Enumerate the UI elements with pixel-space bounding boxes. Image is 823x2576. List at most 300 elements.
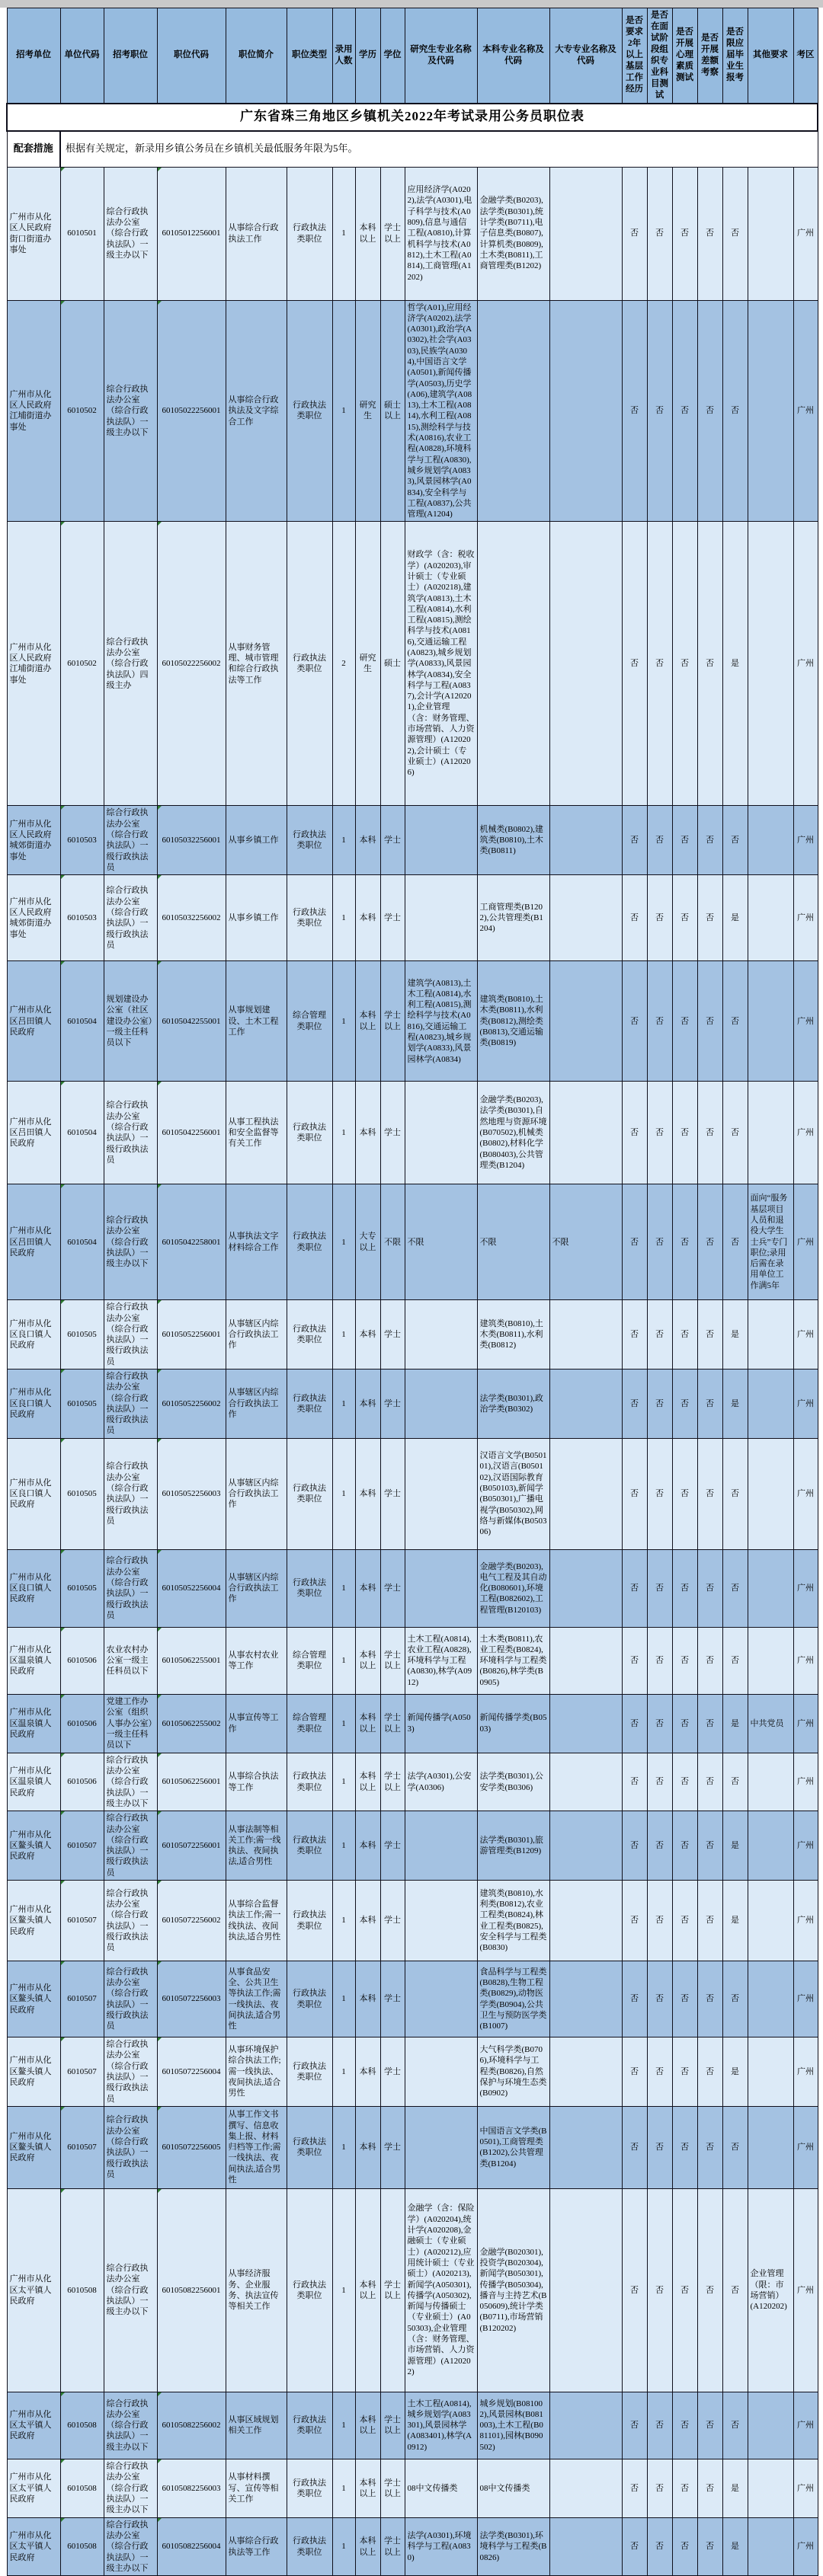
cell-type: 行政执法类职位: [287, 1300, 332, 1369]
cell-unit_code: 6010508: [60, 2459, 104, 2517]
cell-base_exp: 否: [622, 522, 647, 806]
cell-count: 1: [332, 2037, 355, 2107]
cell-diff_inspect: 否: [697, 167, 722, 300]
cell-prof_test: 否: [647, 1961, 672, 2037]
cell-other: [748, 1811, 793, 1881]
cell-position: 综合行政执法办公室（综合行政执法队）一级行政执法员: [104, 2037, 157, 2107]
cell-base_exp: 否: [622, 167, 647, 300]
cell-ug_majors: 金融学类(B0203),法学类(B0301),统计学类(B0711),电子信息类(B0807),计算机类(B0809),土木类(B0811),工商管理类(B1202): [477, 167, 549, 300]
cell-count: 1: [332, 2188, 355, 2392]
cell-base_exp: 否: [622, 1438, 647, 1549]
cell-ug_majors: 建筑类(B0810),水利类(B0812),农业工程类(B0824),林业工程类(B0825),安全科学与工程类(B0830): [477, 1881, 549, 1961]
cell-ug_majors: 汉语言文学(B050101),汉语言(B050102),汉语国际教育(B050103),新闻学(B050301),广播电视学(B050302),网络与新媒体(B050306): [477, 1438, 549, 1549]
cell-type: 行政执法类职位: [287, 2517, 332, 2575]
cell-grad_majors: [405, 1438, 477, 1549]
cell-unit: 广州市从化区人民政府江埔街道办事处: [7, 300, 60, 522]
cell-type: 行政执法类职位: [287, 1811, 332, 1881]
table-row: [7, 2517, 818, 2575]
cell-duty: 从事环境保护综合执法工作;需一线执法、夜间执法,适合男性: [226, 2037, 287, 2107]
cell-region: 广州: [793, 1300, 818, 1369]
cell-degree: 学士以上: [380, 1694, 405, 1753]
cell-position_code: 60105082256002: [157, 2392, 226, 2459]
cell-prof_test: 否: [647, 1082, 672, 1184]
col-header-type: 职位类型: [287, 8, 332, 104]
cell-other: [748, 522, 793, 806]
cell-ug_majors: 法学类(B0301),旅游管理类(B1209): [477, 1811, 549, 1881]
cell-grad_majors: [405, 806, 477, 875]
table-row: [7, 1082, 818, 1184]
cell-position: 综合行政执法办公室（综合行政执法队）一级行政执法员: [104, 1549, 157, 1627]
cell-prof_test: 否: [647, 1438, 672, 1549]
cell-grad_majors: [405, 1082, 477, 1184]
col-header-base_exp: 是否要求2年以上基层工作经历: [622, 8, 647, 104]
cell-position: 综合行政执法办公室（综合行政执法队）一级主办以下: [104, 300, 157, 522]
cell-degree: 学士: [380, 806, 405, 875]
cell-region: 广州: [793, 2459, 818, 2517]
cell-grad_majors: 不限: [405, 1184, 477, 1300]
cell-base_exp: 否: [622, 300, 647, 522]
cell-psych_test: 否: [672, 2459, 697, 2517]
cell-duty: 从事综合行政执法及文字综合工作: [226, 300, 287, 522]
cell-position_code: 60105082256003: [157, 2459, 226, 2517]
cell-ug_majors: 金融学(B020301),投资学(B020304),新闻学(B050301),传播学(B050304),播音与主持艺术(B050609),统计学类(B0711),市场营销(B120202): [477, 2188, 549, 2392]
cell-type: 行政执法类职位: [287, 875, 332, 961]
col-header-region: 考区: [793, 8, 818, 104]
cell-prof_test: 否: [647, 1881, 672, 1961]
cell-psych_test: 否: [672, 2106, 697, 2188]
cell-position_code: 60105052256002: [157, 1369, 226, 1439]
table-row: [7, 2459, 818, 2517]
cell-diff_inspect: 否: [697, 875, 722, 961]
cell-degree: 学士: [380, 1549, 405, 1627]
col-header-position_code: 职位代码: [157, 8, 226, 104]
cell-degree: 学士: [380, 1811, 405, 1881]
cell-college_majors: [549, 1961, 622, 2037]
cell-education: 本科以上: [355, 961, 380, 1082]
cell-count: 1: [332, 1627, 355, 1694]
cell-type: 行政执法类职位: [287, 1438, 332, 1549]
cell-grad_majors: 建筑学(A0813),土木工程(A0814),水利工程(A0815),测绘科学与技术(A0816),交通运输工程(A0823),城乡规划学(A0833),风景园林学(A0834): [405, 961, 477, 1082]
cell-prof_test: 否: [647, 167, 672, 300]
cell-ug_majors: 金融学类(B0203),法学类(B0301),自然地理与资源环境(B070502),机械类(B0802),材料化学(B080403),公共管理类(B1204): [477, 1082, 549, 1184]
cell-ug_majors: 土木类(B0811),农业工程类(B0824),环境科学与工程类(B0826),林学类(B0905): [477, 1627, 549, 1694]
cell-ug_majors: 工商管理类(B1202),公共管理类(B1204): [477, 875, 549, 961]
cell-ug_majors: 建筑类(B0810),土木类(B0811),水利类(B0812),测绘类(B0813),交通运输类(B0819): [477, 961, 549, 1082]
cell-region: 广州: [793, 1811, 818, 1881]
cell-grad_majors: 土木工程(A0814),农业工程(A0828),环境科学与工程(A0830),林学(A0912): [405, 1627, 477, 1694]
cell-type: 综合管理类职位: [287, 1627, 332, 1694]
cell-grad_majors: 财政学（含：税收学）(A020203),审计硕士（专业硕士）(A020218),建筑学(A0813),土木工程(A0814),水利工程(A0815),测绘科学与技术(A0816),交通运输工程(A0823),城乡规划学(A0833),风景园林学(A0834),安全科学与工程(A0837),会计学(A120201),企业管理（含：财务管理、市场营销、人力资源管理）(A120202),会计硕士（专业硕士）(A120206): [405, 522, 477, 806]
cell-position: 综合行政执法办公室（综合行政执法队）一级行政执法员: [104, 875, 157, 961]
cell-psych_test: 否: [672, 961, 697, 1082]
cell-diff_inspect: 否: [697, 1082, 722, 1184]
cell-type: 综合管理类职位: [287, 1694, 332, 1753]
cell-position_code: 60105062256001: [157, 1753, 226, 1811]
cell-position_code: 60105072256003: [157, 1961, 226, 2037]
cell-prof_test: 否: [647, 1369, 672, 1439]
cell-degree: 学士: [380, 2106, 405, 2188]
cell-prof_test: 否: [647, 1549, 672, 1627]
cell-region: 广州: [793, 1438, 818, 1549]
cell-unit_code: 6010501: [60, 167, 104, 300]
cell-unit: 广州市从化区吕田镇人民政府: [7, 1082, 60, 1184]
cell-fresh_only: 否: [722, 2106, 748, 2188]
cell-unit_code: 6010504: [60, 961, 104, 1082]
cell-psych_test: 否: [672, 300, 697, 522]
cell-fresh_only: 是: [722, 2459, 748, 2517]
cell-fresh_only: 否: [722, 1082, 748, 1184]
cell-diff_inspect: 否: [697, 1627, 722, 1694]
cell-prof_test: 否: [647, 1184, 672, 1300]
cell-count: 1: [332, 1694, 355, 1753]
cell-ug_majors: 建筑类(B0810),土木类(B0811),水利类(B0812): [477, 1300, 549, 1369]
cell-type: 行政执法类职位: [287, 2459, 332, 2517]
cell-diff_inspect: 否: [697, 2392, 722, 2459]
cell-degree: 学士以上: [380, 2392, 405, 2459]
cell-fresh_only: 是: [722, 2517, 748, 2575]
cell-position: 综合行政执法办公室（综合行政执法队）一级行政执法员: [104, 1961, 157, 2037]
cell-duty: 从事辖区内综合行政执法工作: [226, 1549, 287, 1627]
cell-type: 行政执法类职位: [287, 1961, 332, 2037]
header-row: [7, 8, 818, 104]
cell-prof_test: 否: [647, 1694, 672, 1753]
table-row: [7, 2392, 818, 2459]
cell-grad_majors: [405, 1369, 477, 1439]
cell-psych_test: 否: [672, 2188, 697, 2392]
cell-grad_majors: [405, 1549, 477, 1627]
cell-base_exp: 否: [622, 806, 647, 875]
cell-fresh_only: 否: [722, 2392, 748, 2459]
cell-position: 综合行政执法办公室（综合行政执法队）一级主办以下: [104, 2188, 157, 2392]
cell-education: 本科以上: [355, 2188, 380, 2392]
cell-position_code: 60105072256002: [157, 1881, 226, 1961]
cell-ug_majors: 法学类(B0301),政治学类(B0302): [477, 1369, 549, 1439]
cell-unit: 广州市从化区人民政府江埔街道办事处: [7, 522, 60, 806]
cell-position: 综合行政执法办公室（综合行政执法队）一级主办以下: [104, 1184, 157, 1300]
cell-other: [748, 1300, 793, 1369]
table-row: [7, 1811, 818, 1881]
table-body: [7, 167, 818, 2576]
cell-fresh_only: 否: [722, 1961, 748, 2037]
cell-unit: 广州市从化区人民政府城郊街道办事处: [7, 875, 60, 961]
measures-text: 根据有关规定，新录用乡镇公务员在乡镇机关最低服务年限为5年。: [60, 131, 818, 168]
col-header-other: 其他要求: [748, 8, 793, 104]
cell-prof_test: 否: [647, 1300, 672, 1369]
table-row: [7, 167, 818, 300]
cell-psych_test: 否: [672, 1694, 697, 1753]
cell-unit_code: 6010507: [60, 1811, 104, 1881]
cell-unit_code: 6010505: [60, 1549, 104, 1627]
cell-unit: 广州市从化区温泉镇人民政府: [7, 1694, 60, 1753]
col-header-position: 招考职位: [104, 8, 157, 104]
cell-fresh_only: 是: [722, 875, 748, 961]
cell-duty: 从事执法文字材料综合工作: [226, 1184, 287, 1300]
cell-degree: 学士以上: [380, 2188, 405, 2392]
cell-duty: 从事综合行政执法等工作: [226, 2517, 287, 2575]
cell-unit: 广州市从化区温泉镇人民政府: [7, 1753, 60, 1811]
cell-type: 行政执法类职位: [287, 1753, 332, 1811]
cell-degree: 学士以上: [380, 961, 405, 1082]
cell-prof_test: 否: [647, 2037, 672, 2107]
cell-other: [748, 2459, 793, 2517]
cell-other: [748, 300, 793, 522]
cell-psych_test: 否: [672, 1369, 697, 1439]
cell-position: 综合行政执法办公室（综合行政执法队）四级主办: [104, 522, 157, 806]
cell-other: [748, 2517, 793, 2575]
cell-position_code: 60105012256001: [157, 167, 226, 300]
cell-college_majors: [549, 1082, 622, 1184]
cell-prof_test: 否: [647, 2459, 672, 2517]
cell-other: [748, 2037, 793, 2107]
cell-position_code: 60105032256002: [157, 875, 226, 961]
cell-prof_test: 否: [647, 875, 672, 961]
cell-psych_test: 否: [672, 1627, 697, 1694]
col-header-prof_test: 是否在面试阶段组织专业科目测试: [647, 8, 672, 104]
cell-psych_test: 否: [672, 1811, 697, 1881]
cell-education: 本科以上: [355, 167, 380, 300]
cell-duty: 从事农村农业等工作: [226, 1627, 287, 1694]
cell-unit: 广州市从化区鳌头镇人民政府: [7, 2037, 60, 2107]
cell-psych_test: 否: [672, 1082, 697, 1184]
cell-unit_code: 6010504: [60, 1184, 104, 1300]
cell-college_majors: [549, 1627, 622, 1694]
cell-other: [748, 875, 793, 961]
cell-other: [748, 167, 793, 300]
cell-college_majors: [549, 1549, 622, 1627]
cell-duty: 从事综合执法等工作: [226, 1753, 287, 1811]
cell-fresh_only: 是: [722, 1694, 748, 1753]
cell-prof_test: 否: [647, 806, 672, 875]
cell-psych_test: 否: [672, 2392, 697, 2459]
cell-education: 本科: [355, 2037, 380, 2107]
title-row: [7, 104, 818, 131]
cell-unit_code: 6010507: [60, 2106, 104, 2188]
position-table: [6, 8, 818, 2576]
cell-diff_inspect: 否: [697, 1811, 722, 1881]
cell-type: 行政执法类职位: [287, 300, 332, 522]
cell-psych_test: 否: [672, 1184, 697, 1300]
cell-ug_majors: [477, 522, 549, 806]
cell-college_majors: [549, 2459, 622, 2517]
cell-region: 广州: [793, 1694, 818, 1753]
cell-diff_inspect: 否: [697, 2106, 722, 2188]
cell-psych_test: 否: [672, 875, 697, 961]
cell-college_majors: [549, 1753, 622, 1811]
cell-psych_test: 否: [672, 1881, 697, 1961]
cell-degree: 学士: [380, 875, 405, 961]
cell-base_exp: 否: [622, 1300, 647, 1369]
cell-other: [748, 1627, 793, 1694]
table-row: [7, 1184, 818, 1300]
cell-diff_inspect: 否: [697, 961, 722, 1082]
cell-ug_majors: 08中文传播类: [477, 2459, 549, 2517]
cell-prof_test: 否: [647, 522, 672, 806]
table-row: [7, 1753, 818, 1811]
cell-diff_inspect: 否: [697, 522, 722, 806]
cell-ug_majors: 不限: [477, 1184, 549, 1300]
cell-unit_code: 6010506: [60, 1694, 104, 1753]
cell-position_code: 60105062255001: [157, 1627, 226, 1694]
cell-diff_inspect: 否: [697, 1753, 722, 1811]
cell-unit_code: 6010507: [60, 2037, 104, 2107]
cell-position: 综合行政执法办公室（综合行政执法队）一级行政执法员: [104, 806, 157, 875]
cell-region: 广州: [793, 1369, 818, 1439]
cell-diff_inspect: 否: [697, 1184, 722, 1300]
cell-ug_majors: 城乡规划(B081002),风景园林(B081003),土木工程(B081101),园林(B090502): [477, 2392, 549, 2459]
cell-fresh_only: 否: [722, 1184, 748, 1300]
cell-base_exp: 否: [622, 1627, 647, 1694]
cell-region: 广州: [793, 1627, 818, 1694]
cell-position_code: 60105052256001: [157, 1300, 226, 1369]
cell-type: 行政执法类职位: [287, 2037, 332, 2107]
cell-degree: 学士: [380, 1961, 405, 2037]
cell-grad_majors: 法学(A0301),公安学(A0306): [405, 1753, 477, 1811]
table-row: [7, 1549, 818, 1627]
cell-unit: 广州市从化区良口镇人民政府: [7, 1438, 60, 1549]
cell-base_exp: 否: [622, 2106, 647, 2188]
cell-prof_test: 否: [647, 1811, 672, 1881]
cell-diff_inspect: 否: [697, 1549, 722, 1627]
cell-psych_test: 否: [672, 806, 697, 875]
cell-position_code: 60105042256001: [157, 1082, 226, 1184]
table-row: [7, 1694, 818, 1753]
cell-diff_inspect: 否: [697, 1881, 722, 1961]
cell-diff_inspect: 否: [697, 1438, 722, 1549]
table-row: [7, 2037, 818, 2107]
cell-type: 行政执法类职位: [287, 1549, 332, 1627]
table-row: [7, 1438, 818, 1549]
table-row: [7, 1300, 818, 1369]
cell-diff_inspect: 否: [697, 806, 722, 875]
cell-prof_test: 否: [647, 2188, 672, 2392]
cell-position: 综合行政执法办公室（综合行政执法队）一级主办以下: [104, 2517, 157, 2575]
cell-education: 研究生: [355, 300, 380, 522]
cell-position: 规划建设办公室（社区建设办公室）一级主任科员以下: [104, 961, 157, 1082]
cell-ug_majors: 中国语言文学类(B0501),工商管理类(B1202),公共管理类(B1204): [477, 2106, 549, 2188]
cell-grad_majors: 土木工程(A0814),城乡规划学(A083301),风景园林学(A083401),林学(A0912): [405, 2392, 477, 2459]
cell-prof_test: 否: [647, 2106, 672, 2188]
cell-unit: 广州市从化区鳌头镇人民政府: [7, 1881, 60, 1961]
cell-position_code: 60105072256001: [157, 1811, 226, 1881]
cell-other: [748, 1438, 793, 1549]
cell-grad_majors: [405, 1961, 477, 2037]
cell-duty: 从事经济服务、企业服务、执法宣传等相关工作: [226, 2188, 287, 2392]
cell-position_code: 60105022256002: [157, 522, 226, 806]
cell-count: 1: [332, 806, 355, 875]
cell-grad_majors: 08中文传播类: [405, 2459, 477, 2517]
cell-diff_inspect: 否: [697, 2188, 722, 2392]
cell-education: 本科: [355, 1082, 380, 1184]
cell-education: 本科: [355, 806, 380, 875]
cell-prof_test: 否: [647, 1753, 672, 1811]
col-header-grad_majors: 研究生专业名称及代码: [405, 8, 477, 104]
cell-grad_majors: [405, 2037, 477, 2107]
cell-unit_code: 6010504: [60, 1082, 104, 1184]
cell-duty: 从事财务管理、城市管理和综合行政执法等工作: [226, 522, 287, 806]
cell-type: 行政执法类职位: [287, 2392, 332, 2459]
cell-education: 本科: [355, 1438, 380, 1549]
cell-education: 本科: [355, 1811, 380, 1881]
cell-unit: 广州市从化区吕田镇人民政府: [7, 1184, 60, 1300]
cell-college_majors: [549, 1438, 622, 1549]
cell-base_exp: 否: [622, 2392, 647, 2459]
cell-unit_code: 6010505: [60, 1369, 104, 1439]
cell-region: 广州: [793, 961, 818, 1082]
cell-degree: 学士: [380, 1881, 405, 1961]
col-header-fresh_only: 是否限应届毕业生报考: [722, 8, 748, 104]
cell-ug_majors: 金融学类(B0203),电气工程及其自动化(B080601),环境工程(B082602),工程管理(B120103): [477, 1549, 549, 1627]
cell-unit_code: 6010507: [60, 1961, 104, 2037]
cell-unit_code: 6010508: [60, 2188, 104, 2392]
cell-unit_code: 6010502: [60, 522, 104, 806]
cell-type: 行政执法类职位: [287, 2106, 332, 2188]
cell-fresh_only: 是: [722, 1811, 748, 1881]
cell-fresh_only: 否: [722, 1627, 748, 1694]
col-header-diff_inspect: 是否开展差额考察: [697, 8, 722, 104]
cell-region: 广州: [793, 2517, 818, 2575]
cell-region: 广州: [793, 167, 818, 300]
cell-unit_code: 6010503: [60, 875, 104, 961]
cell-college_majors: [549, 1811, 622, 1881]
cell-diff_inspect: 否: [697, 1369, 722, 1439]
cell-other: [748, 806, 793, 875]
cell-fresh_only: 否: [722, 1438, 748, 1549]
cell-unit_code: 6010505: [60, 1438, 104, 1549]
cell-position_code: 60105042258001: [157, 1184, 226, 1300]
cell-count: 1: [332, 2517, 355, 2575]
cell-diff_inspect: 否: [697, 2037, 722, 2107]
cell-base_exp: 否: [622, 2459, 647, 2517]
cell-region: 广州: [793, 2037, 818, 2107]
cell-college_majors: [549, 300, 622, 522]
cell-fresh_only: 否: [722, 300, 748, 522]
cell-duty: 从事规划建设、土木工程工作: [226, 961, 287, 1082]
cell-diff_inspect: 否: [697, 1694, 722, 1753]
cell-count: 1: [332, 1438, 355, 1549]
cell-region: 广州: [793, 522, 818, 806]
cell-count: 1: [332, 2106, 355, 2188]
cell-unit_code: 6010503: [60, 806, 104, 875]
cell-prof_test: 否: [647, 2392, 672, 2459]
cell-count: 2: [332, 522, 355, 806]
cell-duty: 从事乡镇工作: [226, 875, 287, 961]
cell-fresh_only: 否: [722, 2188, 748, 2392]
cell-region: 广州: [793, 2106, 818, 2188]
cell-position_code: 60105052256004: [157, 1549, 226, 1627]
cell-duty: 从事工作文书撰写、信息收集上报、材料归档等工作;需一线执法、夜间执法,适合男性: [226, 2106, 287, 2188]
col-header-unit_code: 单位代码: [60, 8, 104, 104]
cell-base_exp: 否: [622, 961, 647, 1082]
cell-degree: 不限: [380, 1184, 405, 1300]
table-row: [7, 2188, 818, 2392]
cell-region: 广州: [793, 1753, 818, 1811]
cell-education: 研究生: [355, 522, 380, 806]
table-row: [7, 1369, 818, 1439]
cell-degree: 硕士以上: [380, 300, 405, 522]
cell-type: 行政执法类职位: [287, 1082, 332, 1184]
table-row: [7, 300, 818, 522]
cell-count: 1: [332, 2459, 355, 2517]
cell-unit: 广州市从化区人民政府城郊街道办事处: [7, 806, 60, 875]
cell-base_exp: 否: [622, 1082, 647, 1184]
cell-fresh_only: 否: [722, 806, 748, 875]
cell-college_majors: [549, 1881, 622, 1961]
cell-college_majors: [549, 2392, 622, 2459]
cell-degree: 硕士: [380, 522, 405, 806]
cell-prof_test: 否: [647, 1627, 672, 1694]
cell-type: 行政执法类职位: [287, 2188, 332, 2392]
cell-education: 本科: [355, 2106, 380, 2188]
